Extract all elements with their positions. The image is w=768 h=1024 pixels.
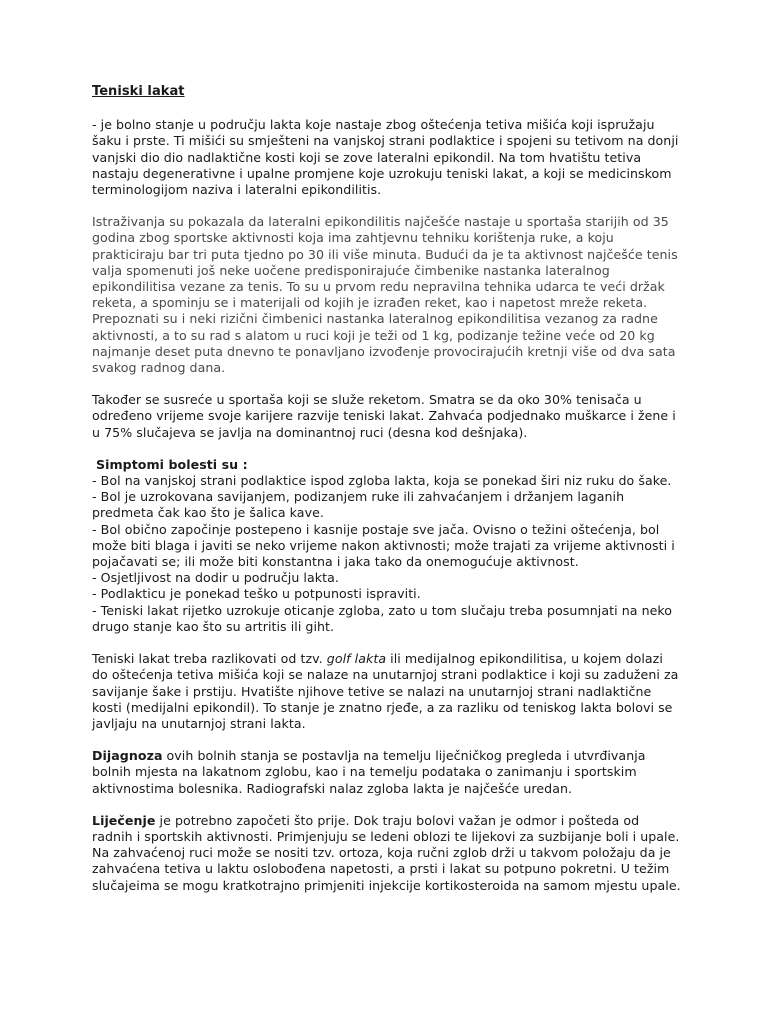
- diagnosis-label: Dijagnoza: [92, 748, 163, 764]
- intro-paragraph: - je bolno stanje u području lakta koje nastaje zbog oštećenja tetiva mišića koji ispružaju šaku i prste. Ti mišići su smješteni na vanjskoj strani podlaktice i spojeni su tetivom na donji vanjski dio dio nadlaktične kosti koji se zove lateralni epikondil. Na tom hvatištu tetiva nastaju degenerativne i upalne promjene koje uzrokuju teniski lakat, a koji se medicinskom terminologijom naziva i lateralni epikondilitis.: [92, 117, 679, 198]
- diagnosis-paragraph: [92, 748, 682, 797]
- golf-elbow-paragraph: [92, 651, 682, 732]
- symptoms-section: [92, 457, 682, 635]
- golf-text-after: ili medijalnog epikondilitisa, u kojem dolazi do oštećenja tetiva mišića koji se nalaze na unutarnjoj strani podlaktice i koji su zaduženi za savijanje šake i prstiju. Hvatište njihove tetive se nalazi na unutarnjoj strani nadlaktične kosti (medijalni epikondil). To stanje je znatno rjeđe, a za razliku od teniskog lakta bolovi se javljaju na unutarnjoj strani lakta.: [92, 651, 679, 731]
- treatment-paragraph: [92, 813, 682, 894]
- treatment-text: je potrebno započeti što prije. Dok traju bolovi važan je odmor i pošteda od radnih i sportskih aktivnosti. Primjenjuju se ledeni oblozi te lijekovi za suzbijanje boli i upale. Na zahvaćenoj ruci može se nositi tzv. ortoza, koja ručni zglob drži u takvom položaju da je zahvaćena tetiva u laktu oslobođena napetosti, a prsti i lakat su potpuno pokretni. U težim slučajeima se mogu kratkotrajno primjeniti injekcije kortikosteroida na samom mjestu upale.: [92, 812, 681, 893]
- symptoms-heading: Simptomi bolesti su :: [96, 456, 248, 472]
- symptom-item: - Teniski lakat rijetko uzrokuje oticanje zgloba, zato u tom slučaju treba posumnjati na neko drugo stanje kao što su artritis ili giht.: [92, 602, 673, 634]
- symptom-item: - Bol na vanjskoj strani podlaktice ispod zgloba lakta, koja se ponekad širi niz ruku do šake.: [92, 473, 672, 489]
- symptom-item: - Bol obično započinje postepeno i kasnije postaje sve jača. Ovisno o težini oštećenja, bol može biti blaga i javiti se neko vrijeme nakon aktivnosti; može trajati za vrijeme aktivnosti i pojačavati se; ili može biti konstantna i jaka tako da onemogućuje aktivnost.: [92, 521, 675, 570]
- prevalence-paragraph: Također se susreće u sportaša koji se služe reketom. Smatra se da oko 30% tenisača u određeno vrijeme svoje karijere razvije teniski lakat. Zahvaća podjednako muškarce i žene i u 75% slučajeva se javlja na dominantnoj ruci (desna kod dešnjaka).: [92, 392, 676, 440]
- golf-text-before: Teniski lakat treba razlikovati od tzv.: [92, 651, 327, 667]
- diagnosis-text: ovih bolnih stanja se postavlja na temelju liječničkog pregleda i utvrđivanja bolnih mjesta na lakatnom zglobu, kao i na temelju podataka o zanimanju i sportskim aktivnostima bolesnika. Radiografski nalaz zgloba lakta je najčešće uredan.: [92, 748, 646, 796]
- golf-lakta-term: golf lakta: [326, 651, 387, 667]
- symptom-item: - Podlakticu je ponekad teško u potpunosti ispraviti.: [92, 586, 421, 602]
- research-paragraph: Istraživanja su pokazala da lateralni epikondilitis najčešće nastaje u sportaša starijih od 35 godina zbog sportske aktivnosti koja ima zahtjevnu tehniku korištenja ruke, a koju prakticiraju bar tri puta tjedno po 30 ili više minuta. Budući da je ta aktivnost najčešće tenis valja spomenuti još neke uočene predisponirajuće čimbenike nastanka lateralnog epikondilitisa vezane za tenis. To su u prvom redu nepravilna tehnika udarca te veći držak reketa, a spominju se i materijali od kojih je izrađen reket, kao i napetost mreže reketa. Prepoznati su i neki rizični čimbenici nastanka lateralnog epikondilitisa vezanog za radne aktivnosti, a to su rad s alatom u ruci koji je teži od 1 kg, podizanje težine veće od 20 kg najmanje deset puta dnevno te ponavljano izvođenje provocirajućih kretnji više od dva sata svakog radnog dana.: [92, 214, 678, 376]
- symptom-item: - Osjetljivost na dodir u području lakta.: [92, 570, 339, 586]
- treatment-label: Liječenje: [92, 812, 156, 828]
- symptom-item: - Bol je uzrokovana savijanjem, podizanjem ruke ili zahvaćanjem i držanjem laganih predmeta čak kao što je šalica kave.: [92, 489, 625, 521]
- document-title: Teniski lakat: [92, 84, 185, 99]
- document-page: [92, 83, 682, 910]
